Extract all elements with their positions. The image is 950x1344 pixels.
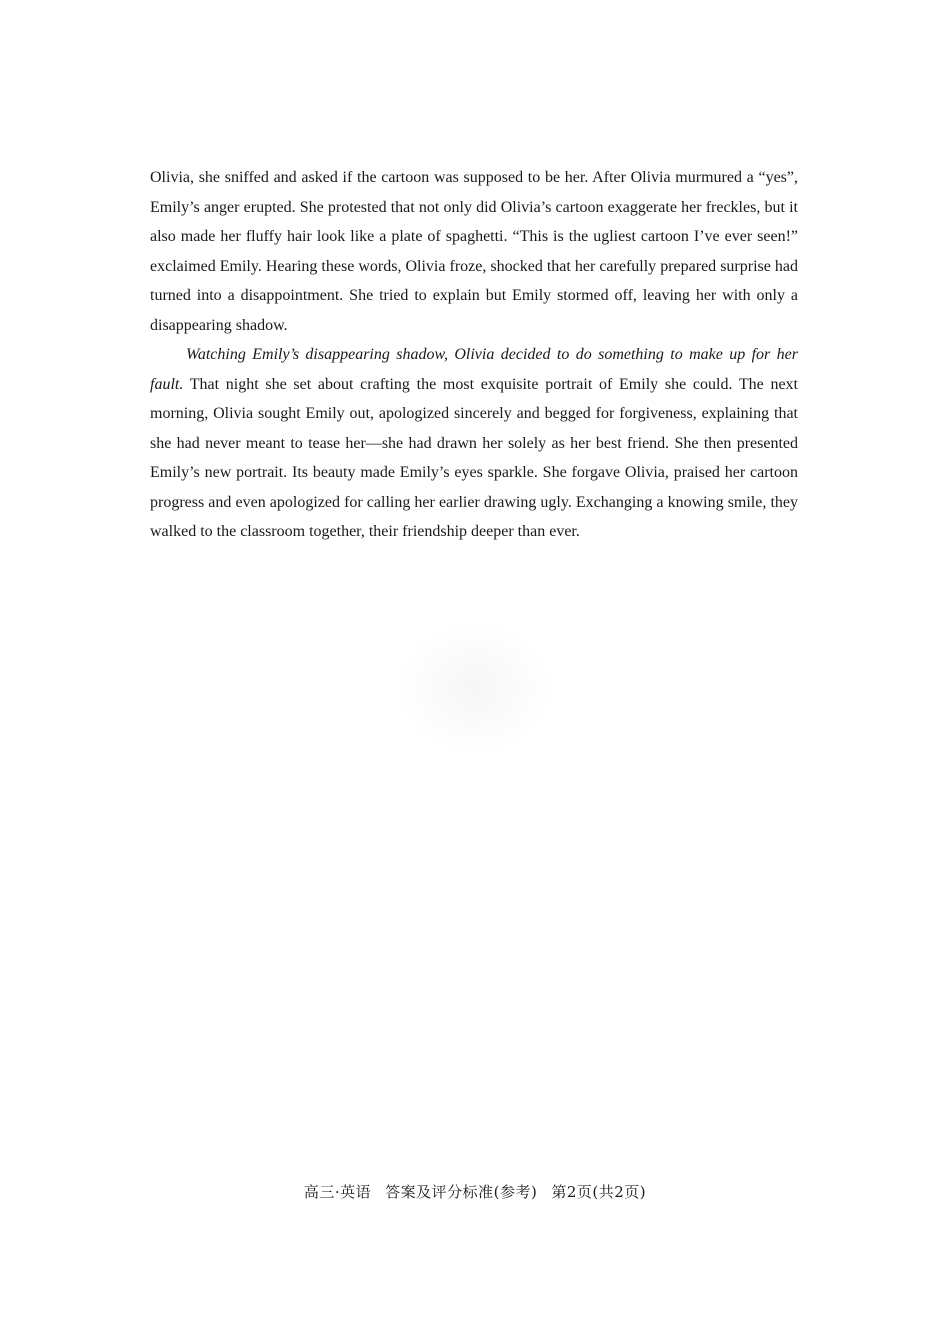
paragraph-2-lead-sentence: Watching Emily’s disappearing shadow, Olivia decided to do something to make up for her fault. xyxy=(150,346,798,393)
page-footer xyxy=(0,1181,950,1202)
paragraph-2 xyxy=(150,340,798,547)
footer-course: 高三·英语 xyxy=(303,1183,372,1201)
essay-body xyxy=(150,163,798,547)
paragraph-1: Olivia, she sniffed and asked if the cartoon was supposed to be her. After Olivia murmured a “yes”, Emily’s anger erupted. She protested that not only did Olivia’s cartoon exaggerate her freckles, but it also made her fluffy hair look like a plate of spaghetti. “This is the ugliest cartoon I’ve ever seen!” exclaimed Emily. Hearing these words, Olivia froze, shocked that her carefully prepared surprise had turned into a disappointment. She tried to explain but Emily stormed off, leaving her with only a disappearing shadow. xyxy=(150,169,798,334)
footer-title: 答案及评分标准(参考) xyxy=(385,1183,538,1201)
scan-smudge xyxy=(395,618,555,758)
paragraph-2-body: That night she set about crafting the most exquisite portrait of Emily she could. The next morning, Olivia sought Emily out, apologized sincerely and begged for forgiveness, explaining that she had never meant to tease her—she had drawn her solely as her best friend. She then presented Emily’s new portrait. Its beauty made Emily’s eyes sparkle. She forgave Olivia, praised her cartoon progress and even apologized for calling her earlier drawing ugly. Exchanging a knowing smile, they walked to the classroom together, their friendship deeper than ever. xyxy=(150,375,798,540)
footer-page-number: 第2页(共2页) xyxy=(551,1183,647,1201)
